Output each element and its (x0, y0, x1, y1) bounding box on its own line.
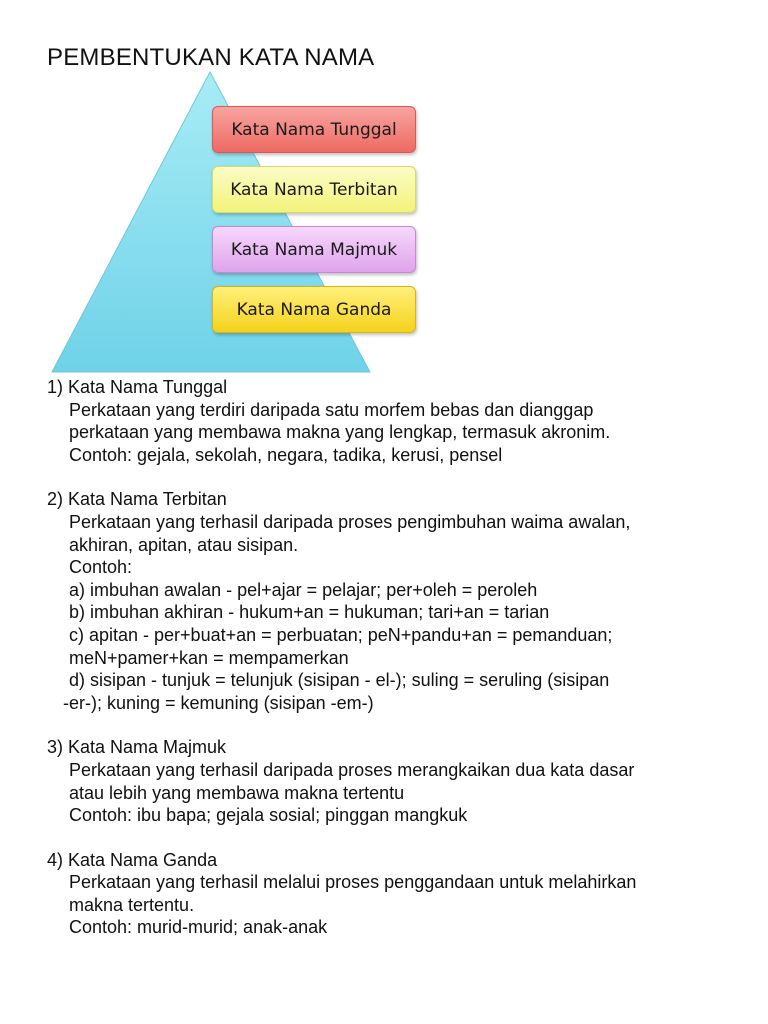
section-kata-nama-ganda (47, 849, 747, 939)
section-body (47, 511, 747, 714)
body-line: atau lebih yang membawa makna tertentu (69, 782, 405, 803)
box-kata-nama-tunggal: Kata Nama Tunggal (212, 106, 416, 153)
section-body (47, 759, 747, 827)
page-title: PEMBENTUKAN KATA NAMA (47, 44, 375, 71)
body-line: Contoh: (69, 557, 133, 578)
section-kata-nama-terbitan (47, 488, 747, 714)
section-heading: 3) Kata Nama Majmuk (47, 737, 227, 758)
body-line: Perkataan yang terhasil daripada proses pengimbuhan waima awalan, (69, 511, 631, 532)
section-body (47, 399, 747, 467)
section-heading: 1) Kata Nama Tunggal (47, 377, 228, 397)
body-line: c) apitan - per+buat+an = perbuatan; peN+pandu+an = pemanduan; (69, 624, 613, 645)
body-line: Contoh: ibu bapa; gejala sosial; pinggan mangkuk (69, 805, 468, 826)
section-heading: 4) Kata Nama Ganda (47, 849, 218, 870)
body-line: a) imbuhan awalan - pel+ajar = pelajar; per+oleh = peroleh (69, 579, 538, 600)
box-kata-nama-majmuk: Kata Nama Majmuk (212, 226, 416, 273)
box-kata-nama-ganda: Kata Nama Ganda (212, 286, 416, 333)
body-line: Perkataan yang terdiri daripada satu morfem bebas dan dianggap (69, 399, 594, 420)
body-line: Contoh: gejala, sekolah, negara, tadika, kerusi, pensel (69, 444, 503, 465)
body-line: Perkataan yang terhasil daripada proses merangkaikan dua kata dasar (69, 759, 635, 780)
body-line: d) sisipan - tunjuk = telunjuk (sisipan - el-); suling = seruling (sisipan (69, 670, 610, 691)
body-line: makna tertentu. (69, 894, 195, 915)
section-kata-nama-tunggal (47, 376, 747, 466)
box-kata-nama-terbitan: Kata Nama Terbitan (212, 166, 416, 213)
body-line: -er-); kuning = kemuning (sisipan -em-) (63, 692, 374, 713)
body-line: b) imbuhan akhiran - hukum+an = hukuman; tari+an = tarian (69, 602, 550, 623)
section-kata-nama-majmuk (47, 736, 747, 826)
body-line: akhiran, apitan, atau sisipan. (69, 534, 299, 555)
body-line: Perkataan yang terhasil melalui proses penggandaan untuk melahirkan (69, 872, 637, 893)
body-line: meN+pamer+kan = mempamerkan (69, 647, 349, 668)
section-heading: 2) Kata Nama Terbitan (47, 489, 227, 510)
section-body (47, 871, 747, 939)
body-line: Contoh: murid-murid; anak-anak (69, 917, 328, 938)
content (47, 376, 747, 961)
body-line: perkataan yang membawa makna yang lengkap, termasuk akronim. (69, 422, 611, 443)
